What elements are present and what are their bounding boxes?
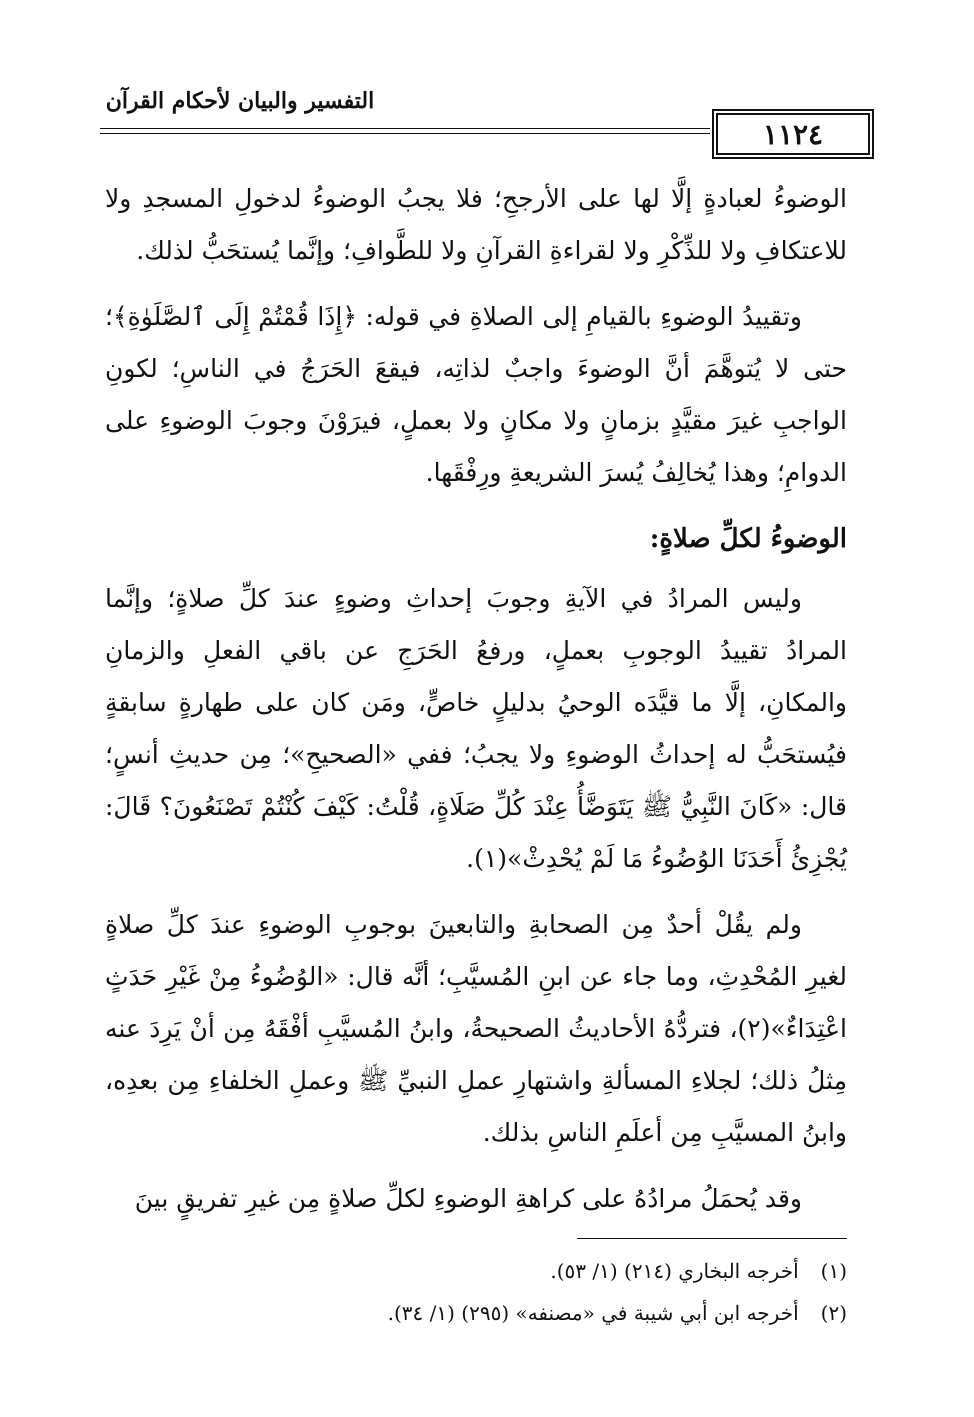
paragraph: الوضوءُ لعبادةٍ إلَّا لها على الأرجحِ؛ فلا يجبُ الوضوءُ لدخولِ المسجدِ ولا للاعتكافِ ولا للذِّكْرِ ولا لقراءةِ القرآنِ ولا للطَّوافِ؛ وإنَّما يُستحَبُّ لذلك.	[105, 184, 847, 265]
paragraph: وليس المرادُ في الآيةِ وجوبَ إحداثِ وضوءٍ عندَ كلِّ صلاةٍ؛ وإنَّما المرادُ تقييدُ الوجوبِ بعملٍ، ورفعُ الحَرَجِ عن باقي الفعلِ والزمانِ والمكانِ، إلَّا ما قيَّدَه الوحيُ بدليلٍ خاصٍّ، ومَن كان على طهارةٍ سابقةٍ فيُستحَبُّ له إحداثُ الوضوءِ ولا يجبُ؛ ففي «الصحيحِ»؛ مِن حديثِ أنسٍ؛ قال: «كَانَ النَّبِيُّ ﷺ يَتَوَضَّأُ عِنْدَ كُلِّ صَلَاةٍ، قُلْتُ: كَيْفَ كُنْتُمْ تَصْنَعُونَ؟ قَالَ: يُجْزِئُ أَحَدَنَا الوُضُوءُ مَا لَمْ يُحْدِثْ»(١).	[105, 584, 847, 873]
footnote-number: (٢)	[820, 1301, 847, 1325]
header-rule-top	[100, 128, 710, 129]
footnote-text: أخرجه ابن أبي شيبة في «مصنفه» (٢٩٥) (١/ ٣٤).	[387, 1301, 799, 1325]
footnote	[105, 1250, 847, 1292]
footnote	[105, 1292, 847, 1334]
page-number: ١١٢٤	[716, 113, 870, 155]
paragraph: وقد يُحمَلُ مرادُهُ على كراهةِ الوضوءِ لكلِّ صلاةٍ مِن غيرِ تفريقٍ بينَ	[134, 1184, 802, 1213]
book-title: التفسير والبيان لأحكام القرآن	[105, 88, 375, 114]
footnote-divider	[577, 1238, 847, 1239]
paragraph: ولم يقُلْ أحدٌ مِن الصحابةِ والتابعينَ بوجوبِ الوضوءِ عندَ كلِّ صلاةٍ لغيرِ المُحْدِثِ، وما جاء عن ابنِ المُسيَّبِ؛ أنَّه قال: «الوُضُوءُ مِنْ غَيْرِ حَدَثٍ اعْتِدَاءٌ»(٢)، فتردُّهُ الأحاديثُ الصحيحةُ، وابنُ المُسيَّبِ أفْقَهُ مِن أنْ يَرِدَ عنه مِثلُ ذلك؛ لجلاءِ المسألةِ واشتهارِ عملِ النبيِّ ﷺ وعملِ الخلفاءِ مِن بعدِه، وابنُ المسيَّبِ مِن أعلَمِ الناسِ بذلك.	[105, 910, 847, 1147]
footnote-text: أخرجه البخاري (٢١٤) (١/ ٥٣).	[550, 1259, 799, 1283]
footnotes	[105, 1250, 847, 1334]
header-rule-bottom	[100, 133, 710, 134]
main-text	[105, 173, 847, 1239]
section-heading: الوضوءُ لكلِّ صلاةٍ:	[649, 524, 847, 554]
footnote-number: (١)	[820, 1259, 847, 1283]
paragraph: وتقييدُ الوضوءِ بالقيامِ إلى الصلاةِ في قوله: ﴿إِذَا قُمْتُمْ إِلَى ٱلصَّلَوٰةِ﴾؛ حتى لا يُتوهَّمَ أنَّ الوضوءَ واجبٌ لذاتِه، فيقعَ الحَرَجُ في الناسِ؛ لكونِ الواجبِ غيرَ مقيَّدٍ بزمانٍ ولا مكانٍ ولا بعملٍ، فيرَوْنَ وجوبَ الوضوءِ على الدوامِ؛ وهذا يُخالِفُ يُسرَ الشريعةِ ورِفْقَها.	[105, 302, 847, 487]
page-header	[100, 88, 870, 158]
